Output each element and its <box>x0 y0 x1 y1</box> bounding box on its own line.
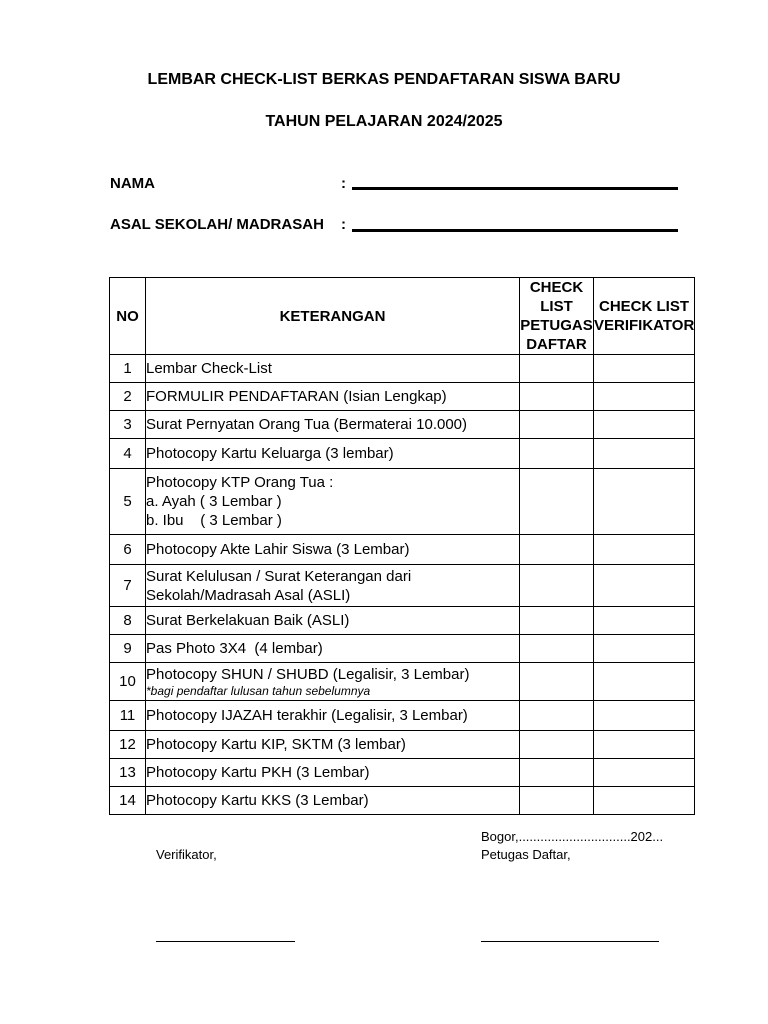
checkbox-petugas[interactable] <box>520 565 594 607</box>
table-row <box>110 731 695 759</box>
row-number: 7 <box>110 565 146 607</box>
row-keterangan <box>146 731 520 759</box>
keterangan-line: Photocopy Kartu KKS (3 Lembar) <box>146 792 369 809</box>
checkbox-petugas[interactable] <box>520 383 594 411</box>
nama-field[interactable] <box>352 187 678 190</box>
checkbox-petugas[interactable] <box>520 731 594 759</box>
keterangan-line: Sekolah/Madrasah Asal (ASLI) <box>146 586 351 604</box>
row-keterangan <box>146 565 520 607</box>
keterangan-line: Surat Berkelakuan Baik (ASLI) <box>146 612 350 629</box>
keterangan-line: Photocopy SHUN / SHUBD (Legalisir, 3 Lembar) <box>146 666 470 683</box>
checkbox-petugas[interactable] <box>520 607 594 635</box>
signature-date: Bogor,...............................202... <box>481 829 664 844</box>
checkbox-petugas[interactable] <box>520 411 594 439</box>
table-row <box>110 535 695 565</box>
keterangan-line: Photocopy IJAZAH terakhir (Legalisir, 3 Lembar) <box>146 707 468 724</box>
table-header-row <box>110 278 695 355</box>
checkbox-petugas[interactable] <box>520 439 594 469</box>
checkbox-petugas[interactable] <box>520 535 594 565</box>
row-number: 4 <box>110 439 146 469</box>
table-row <box>110 565 695 607</box>
row-number: 6 <box>110 535 146 565</box>
row-number: 9 <box>110 635 146 663</box>
keterangan-line: Surat Kelulusan / Surat Keterangan dari <box>146 567 412 585</box>
row-number: 8 <box>110 607 146 635</box>
verifikator-signature-line <box>156 941 295 942</box>
keterangan-line: Photocopy KTP Orang Tua : <box>146 474 334 491</box>
petugas-daftar-label: Petugas Daftar, <box>481 847 571 862</box>
row-keterangan <box>146 535 520 565</box>
asal-sekolah-colon: : <box>341 216 346 233</box>
asal-sekolah-label: ASAL SEKOLAH/ MADRASAH <box>110 216 324 233</box>
row-keterangan <box>146 469 520 535</box>
keterangan-line: FORMULIR PENDAFTARAN (Isian Lengkap) <box>146 388 447 405</box>
header-no: NO <box>110 278 146 355</box>
nama-label: NAMA <box>110 175 155 192</box>
checkbox-verifikator[interactable] <box>594 565 695 607</box>
keterangan-line: b. Ibu ( 3 Lembar ) <box>146 512 282 529</box>
row-number: 14 <box>110 787 146 815</box>
row-number: 12 <box>110 731 146 759</box>
row-keterangan <box>146 663 520 701</box>
checkbox-petugas[interactable] <box>520 663 594 701</box>
row-number: 5 <box>110 469 146 535</box>
row-keterangan <box>146 635 520 663</box>
checkbox-verifikator[interactable] <box>594 439 695 469</box>
page-subtitle: TAHUN PELAJARAN 2024/2025 <box>265 113 503 130</box>
header-keterangan: KETERANGAN <box>146 278 520 355</box>
checkbox-verifikator[interactable] <box>594 759 695 787</box>
row-keterangan <box>146 411 520 439</box>
checkbox-petugas[interactable] <box>520 701 594 731</box>
checkbox-verifikator[interactable] <box>594 635 695 663</box>
row-number: 3 <box>110 411 146 439</box>
checkbox-verifikator[interactable] <box>594 701 695 731</box>
row-keterangan <box>146 787 520 815</box>
row-number: 2 <box>110 383 146 411</box>
keterangan-line: Photocopy Kartu Keluarga (3 lembar) <box>146 445 394 462</box>
keterangan-line: Pas Photo 3X4 (4 lembar) <box>146 640 323 657</box>
checkbox-verifikator[interactable] <box>594 787 695 815</box>
table-row <box>110 439 695 469</box>
header-checklist-verifikator: CHECK LIST VERIFIKATOR <box>594 278 695 355</box>
keterangan-line: Lembar Check-List <box>146 360 272 377</box>
checkbox-verifikator[interactable] <box>594 731 695 759</box>
checkbox-petugas[interactable] <box>520 759 594 787</box>
keterangan-line: Photocopy Akte Lahir Siswa (3 Lembar) <box>146 541 410 558</box>
verifikator-label: Verifikator, <box>156 847 217 862</box>
row-keterangan <box>146 607 520 635</box>
checkbox-verifikator[interactable] <box>594 535 695 565</box>
checkbox-petugas[interactable] <box>520 787 594 815</box>
table-row <box>110 607 695 635</box>
checkbox-petugas[interactable] <box>520 635 594 663</box>
keterangan-line: a. Ayah ( 3 Lembar ) <box>146 493 282 510</box>
row-keterangan <box>146 383 520 411</box>
table-row <box>110 411 695 439</box>
row-number: 1 <box>110 355 146 383</box>
row-number: 13 <box>110 759 146 787</box>
checkbox-petugas[interactable] <box>520 469 594 535</box>
row-keterangan <box>146 701 520 731</box>
checkbox-petugas[interactable] <box>520 355 594 383</box>
checkbox-verifikator[interactable] <box>594 469 695 535</box>
checklist-table <box>109 277 695 815</box>
checkbox-verifikator[interactable] <box>594 411 695 439</box>
table-row <box>110 355 695 383</box>
header-checklist-petugas: CHECK LIST PETUGAS DAFTAR <box>520 279 593 353</box>
nama-colon: : <box>341 175 346 192</box>
table-row <box>110 787 695 815</box>
checkbox-verifikator[interactable] <box>594 355 695 383</box>
table-row <box>110 635 695 663</box>
keterangan-line: Photocopy Kartu PKH (3 Lembar) <box>146 764 370 781</box>
petugas-signature-line <box>481 941 659 942</box>
table-row <box>110 663 695 701</box>
row-keterangan <box>146 439 520 469</box>
table-row <box>110 469 695 535</box>
keterangan-line: Photocopy Kartu KIP, SKTM (3 lembar) <box>146 736 406 753</box>
row-keterangan <box>146 355 520 383</box>
row-number: 11 <box>110 701 146 731</box>
keterangan-note: *bagi pendaftar lulusan tahun sebelumnya <box>146 684 371 698</box>
table-row <box>110 759 695 787</box>
page-title: LEMBAR CHECK-LIST BERKAS PENDAFTARAN SISWA BARU <box>147 71 621 88</box>
table-row <box>110 383 695 411</box>
table-row <box>110 701 695 731</box>
asal-sekolah-field[interactable] <box>352 229 678 232</box>
row-keterangan <box>146 759 520 787</box>
checkbox-verifikator[interactable] <box>594 607 695 635</box>
checkbox-verifikator[interactable] <box>594 663 695 701</box>
keterangan-line: Surat Pernyatan Orang Tua (Bermaterai 10.000) <box>146 416 468 433</box>
row-number: 10 <box>110 663 146 701</box>
checkbox-verifikator[interactable] <box>594 383 695 411</box>
